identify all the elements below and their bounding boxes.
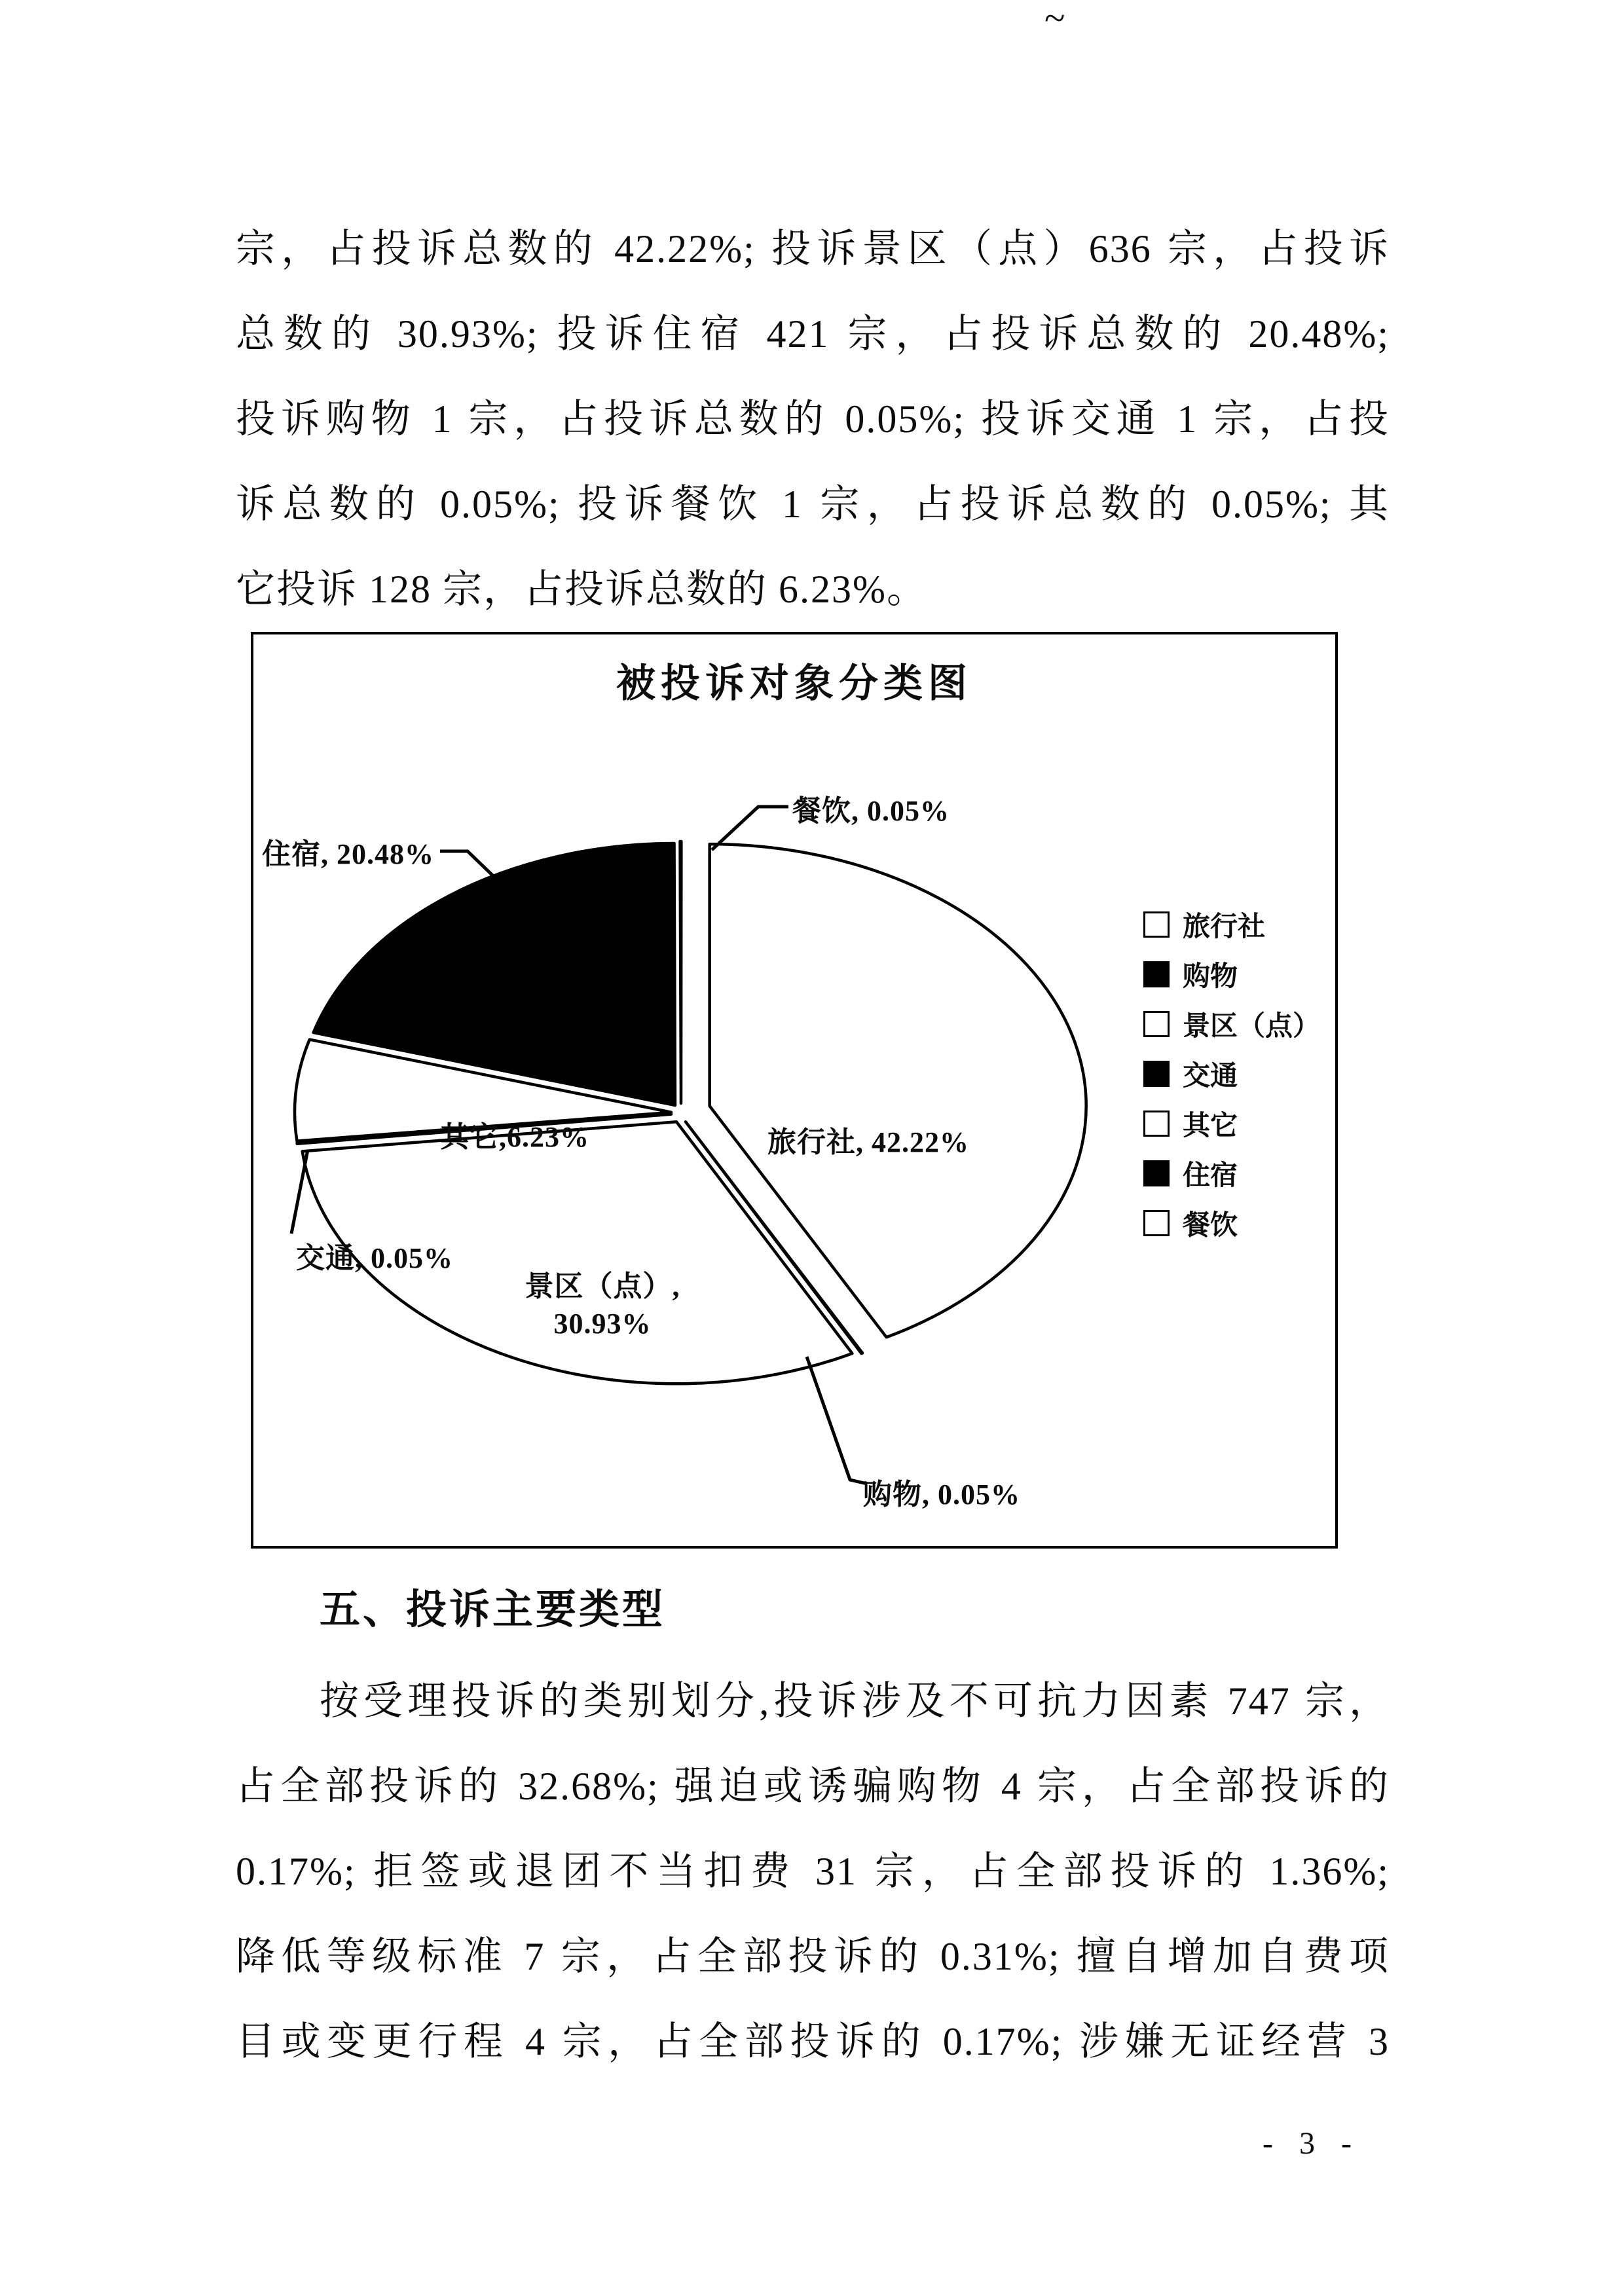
- pie-label-jiaotong: 交通, 0.05%: [296, 1242, 453, 1274]
- scan-artifact-mark: ~: [1044, 0, 1065, 39]
- chart-legend: [1143, 900, 1320, 1248]
- legend-item: [1143, 949, 1320, 999]
- callout-line-jiaotong: [291, 1150, 308, 1234]
- paragraph1-line3: 投诉购物 1 宗，占投诉总数的 0.05%; 投诉交通 1 宗，占投: [236, 397, 1390, 441]
- legend-swatch-icon: [1143, 911, 1170, 938]
- pie-label-jingqu-line1: 景区（点）,: [525, 1270, 680, 1302]
- chart-title: 被投诉对象分类图: [616, 662, 972, 705]
- paragraph2-line1: 按受理投诉的类别划分,投诉涉及不可抗力因素 747 宗，: [320, 1680, 1390, 1723]
- legend-label: 交通: [1183, 1061, 1238, 1092]
- paragraph1-line5: 它投诉 128 宗，占投诉总数的 6.23%。: [236, 568, 927, 611]
- legend-swatch-icon: [1143, 1011, 1170, 1037]
- paragraph1-line2: 总数的 30.93%; 投诉住宿 421 宗，占投诉总数的 20.48%;: [236, 312, 1390, 356]
- legend-item: [1143, 900, 1320, 949]
- legend-item: [1143, 1148, 1320, 1198]
- legend-item: [1143, 1099, 1320, 1148]
- pie-label-jingqu-line2: 30.93%: [553, 1308, 652, 1340]
- legend-label: 其它: [1183, 1111, 1238, 1141]
- section-heading: 五、投诉主要类型: [320, 1587, 666, 1632]
- legend-label: 购物: [1183, 962, 1238, 992]
- legend-item: [1143, 999, 1320, 1049]
- paragraph1-line4: 诉总数的 0.05%; 投诉餐饮 1 宗，占投诉总数的 0.05%; 其: [236, 483, 1390, 526]
- legend-swatch-icon: [1143, 1111, 1170, 1137]
- paragraph2-line3: 0.17%; 拒签或退团不当扣费 31 宗，占全部投诉的 1.36%;: [236, 1850, 1390, 1893]
- legend-label: 餐饮: [1183, 1211, 1238, 1241]
- callout-line-gouwu: [807, 1357, 867, 1484]
- paragraph2-line5: 目或变更行程 4 宗，占全部投诉的 0.17%; 涉嫌无证经营 3: [236, 2020, 1390, 2063]
- paragraph1-line1: 宗，占投诉总数的 42.22%; 投诉景区（点）636 宗，占投诉: [236, 227, 1390, 270]
- legend-swatch-icon: [1143, 961, 1170, 987]
- pie-label-gouwu: 购物, 0.05%: [863, 1478, 1020, 1511]
- legend-swatch-icon: [1143, 1061, 1170, 1087]
- legend-item: [1143, 1049, 1320, 1099]
- legend-swatch-icon: [1143, 1160, 1170, 1186]
- legend-label: 住宿: [1183, 1161, 1238, 1191]
- legend-item: [1143, 1198, 1320, 1248]
- paragraph2-line2: 占全部投诉的 32.68%; 强迫或诱骗购物 4 宗，占全部投诉的: [236, 1765, 1390, 1808]
- legend-swatch-icon: [1143, 1210, 1170, 1236]
- pie-label-canyin: 餐饮, 0.05%: [792, 795, 950, 827]
- pie-label-lvxingshe: 旅行社, 42.22%: [767, 1126, 969, 1158]
- pie-label-zhusu: 住宿, 20.48%: [262, 838, 434, 870]
- legend-label: 景区（点）: [1183, 1012, 1321, 1042]
- legend-label: 旅行社: [1183, 912, 1266, 942]
- paragraph2-line4: 降低等级标准 7 宗，占全部投诉的 0.31%; 擅自增加自费项: [236, 1935, 1390, 1978]
- pie-label-qita: 其它,6.23%: [440, 1121, 589, 1153]
- pie-slice-canyin: [680, 841, 682, 1103]
- page-number: - 3 -: [1263, 2126, 1361, 2161]
